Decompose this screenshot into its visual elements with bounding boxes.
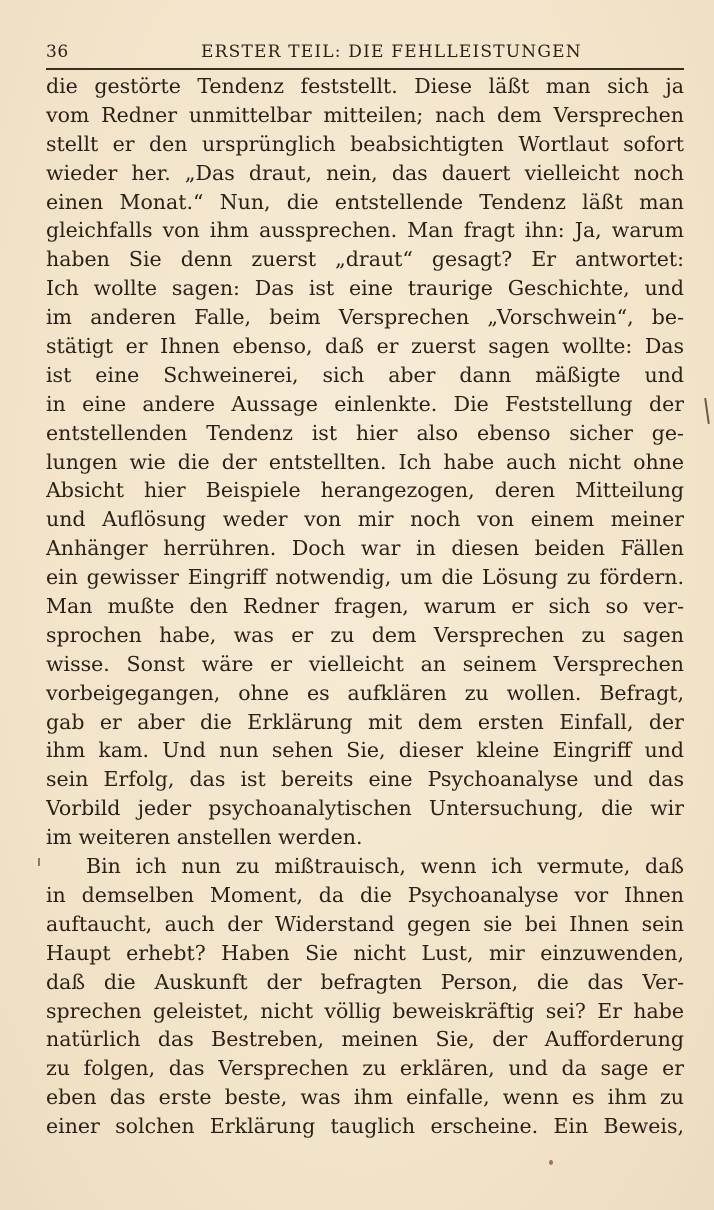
text-line: Anhänger herrühren. Doch war in diesen beiden Fällen — [46, 536, 684, 561]
text-line: einen Monat.“ Nun, die entstellende Tendenz läßt man — [46, 189, 684, 214]
text-line: sprochen habe, was er zu dem Versprechen zu sagen — [46, 622, 684, 647]
text-line: lungen wie die der entstellten. Ich habe auch nicht ohne — [46, 449, 684, 474]
text-line: vorbeigegangen, ohne es aufklären zu wollen. Befragt, — [46, 680, 684, 705]
text-line: ist eine Schweinerei, sich aber dann mäßigte und — [46, 362, 684, 387]
body-text — [46, 72, 684, 1141]
text-line: stellt er den ursprünglich beabsichtigten Wortlaut sofort — [46, 131, 684, 156]
margin-pencil-mark — [704, 398, 710, 424]
text-line: wisse. Sonst wäre er vielleicht an seinem Versprechen — [46, 651, 684, 676]
text-line: gleichfalls von ihm aussprechen. Man fragt ihn: Ja, warum — [46, 218, 684, 243]
text-line: ein gewisser Eingriff notwendig, um die Lösung zu fördern. — [46, 565, 684, 590]
text-line: Man mußte den Redner fragen, warum er sich so ver- — [46, 594, 684, 619]
text-line: zu folgen, das Versprechen zu erklären, und da sage er — [46, 1056, 684, 1081]
running-head: ERSTER TEIL: DIE FEHLLEISTUNGEN — [201, 42, 582, 62]
text-line: sprechen geleistet, nicht völlig beweiskräftig sei? Er habe — [46, 998, 684, 1023]
text-line: daß die Auskunft der befragten Person, die das Ver- — [46, 969, 684, 994]
ink-dot — [549, 1160, 553, 1165]
text-line: gab er aber die Erklärung mit dem ersten Einfall, der — [46, 709, 684, 734]
text-line: in demselben Moment, da die Psychoanalyse vor Ihnen — [46, 882, 684, 907]
text-line: Absicht hier Beispiele herangezogen, deren Mitteilung — [46, 478, 684, 503]
text-line: Haupt erhebt? Haben Sie nicht Lust, mir einzuwenden, — [46, 940, 684, 965]
text-line: im anderen Falle, beim Versprechen „Vorschwein“, be- — [46, 305, 684, 330]
text-line: und Auflösung weder von mir noch von einem meiner — [46, 507, 684, 532]
text-line: stätigt er Ihnen ebenso, daß er zuerst sagen wollte: Das — [46, 334, 684, 359]
text-line: die gestörte Tendenz feststellt. Diese läßt man sich ja — [46, 74, 684, 98]
text-line: Ich wollte sagen: Das ist eine traurige Geschichte, und — [46, 276, 684, 301]
text-line: Vorbild jeder psychoanalytischen Untersuchung, die wir — [46, 796, 684, 821]
page-number: 36 — [46, 42, 69, 62]
text-line: entstellenden Tendenz ist hier also ebenso sicher ge- — [46, 420, 684, 445]
text-line: vom Redner unmittelbar mitteilen; nach dem Versprechen — [46, 102, 684, 127]
text-line: wieder her. „Das draut, nein, das dauert vielleicht noch — [46, 160, 684, 185]
paragraph-end-line: im weiteren anstellen werden. — [46, 825, 363, 850]
text-line: einer solchen Erklärung tauglich erscheine. Ein Beweis, — [46, 1114, 684, 1139]
text-line: natürlich das Bestreben, meinen Sie, der Aufforderung — [46, 1027, 684, 1052]
text-line: haben Sie denn zuerst „draut“ gesagt? Er antwortet: — [46, 247, 684, 272]
text-line: eben das erste beste, was ihm einfalle, wenn es ihm zu — [46, 1085, 684, 1110]
text-line: sein Erfolg, das ist bereits eine Psychoanalyse und das — [46, 767, 684, 792]
header-rule — [46, 68, 684, 70]
text-line: auftaucht, auch der Widerstand gegen sie bei Ihnen sein — [46, 911, 684, 936]
text-line: ihm kam. Und nun sehen Sie, dieser kleine Eingriff und — [46, 738, 684, 763]
page-header — [46, 40, 684, 70]
paragraph-start-line: Bin ich nun zu mißtrauisch, wenn ich vermute, daß — [86, 854, 684, 879]
text-line: in eine andere Aussage einlenkte. Die Feststellung der — [46, 391, 684, 416]
margin-tick-mark — [38, 858, 40, 866]
